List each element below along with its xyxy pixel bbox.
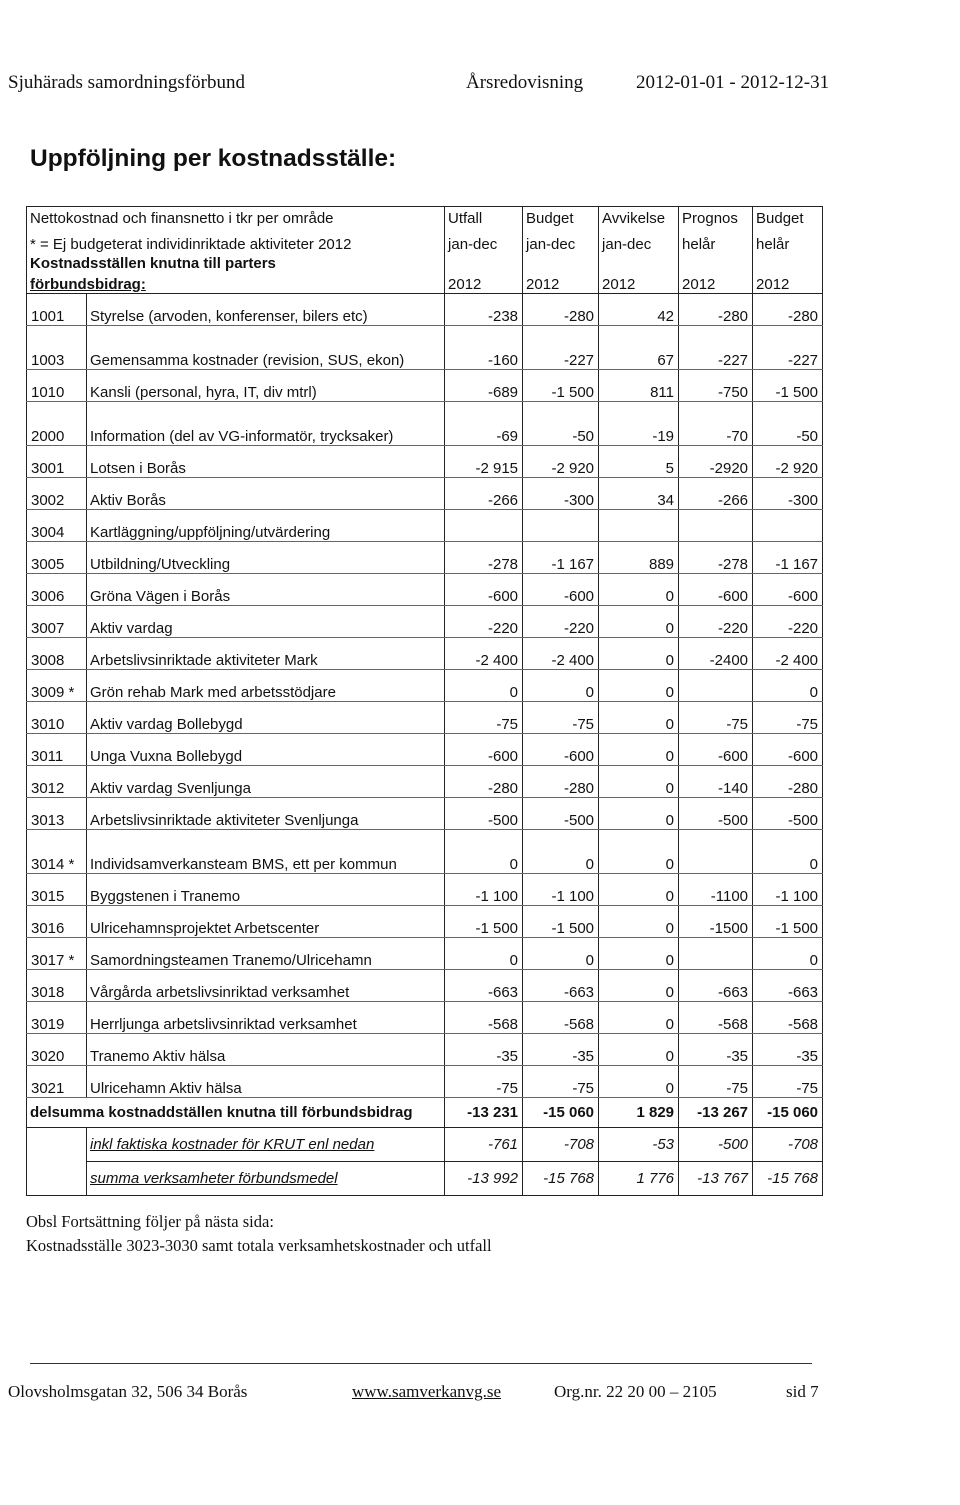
- table-row: [27, 798, 823, 830]
- krut-budget-helar: -708: [753, 1128, 823, 1162]
- subtotal-avvikelse: 1 829: [599, 1098, 679, 1128]
- row-avvikelse: 34: [599, 478, 679, 510]
- row-prognos: -750: [679, 370, 753, 402]
- row-budget-helar: 0: [753, 830, 823, 874]
- row-avvikelse: 0: [599, 638, 679, 670]
- header-desc-line2: * = Ej budgeterat individinriktade aktiviteter 2012: [27, 233, 445, 253]
- row-code: 3019: [27, 1002, 87, 1034]
- row-budget-helar: -1 500: [753, 370, 823, 402]
- row-avvikelse: 5: [599, 446, 679, 478]
- row-code: 3005: [27, 542, 87, 574]
- row-prognos: -500: [679, 798, 753, 830]
- subtotal-budget: -15 060: [523, 1098, 599, 1128]
- row-budget: -1 500: [523, 370, 599, 402]
- krut-label: inkl faktiska kostnader för KRUT enl nedan: [87, 1128, 445, 1162]
- row-budget-helar: -568: [753, 1002, 823, 1034]
- note-line-1: Obsl Fortsättning följer på nästa sida:: [26, 1212, 274, 1231]
- subtotal-budget-helar: -15 060: [753, 1098, 823, 1128]
- row-prognos: -140: [679, 766, 753, 798]
- row-budget: -1 100: [523, 874, 599, 906]
- row-budget-helar: -280: [753, 294, 823, 326]
- row-utfall: -2 915: [445, 446, 523, 478]
- row-utfall: -75: [445, 1066, 523, 1098]
- table-row: [27, 510, 823, 542]
- row-avvikelse: 0: [599, 670, 679, 702]
- col-utfall-label: Utfall: [445, 207, 523, 233]
- row-budget-helar: -1 167: [753, 542, 823, 574]
- row-utfall: 0: [445, 670, 523, 702]
- footer-org-number: Org.nr. 22 20 00 – 2105: [554, 1382, 717, 1401]
- col-prognos-period: helår: [679, 233, 753, 253]
- row-code: 3008: [27, 638, 87, 670]
- table-summary: [27, 1098, 823, 1196]
- row-budget-helar: -300: [753, 478, 823, 510]
- row-budget-helar: -2 920: [753, 446, 823, 478]
- row-budget: -500: [523, 798, 599, 830]
- krut-budget: -708: [523, 1128, 599, 1162]
- row-description: Gemensamma kostnader (revision, SUS, ekon): [87, 326, 445, 370]
- table-row: [27, 874, 823, 906]
- row-budget: 0: [523, 938, 599, 970]
- row-budget-helar: -600: [753, 734, 823, 766]
- row-avvikelse: 889: [599, 542, 679, 574]
- table-row: [27, 970, 823, 1002]
- row-code: 3014 *: [27, 830, 87, 874]
- col-budget-helar-label: Budget: [753, 207, 823, 233]
- row-budget-helar: -1 100: [753, 874, 823, 906]
- row-prognos: -600: [679, 574, 753, 606]
- row-prognos: [679, 510, 753, 542]
- krut-utfall: -761: [445, 1128, 523, 1162]
- row-budget-helar: [753, 510, 823, 542]
- total-utfall: -13 992: [445, 1162, 523, 1196]
- row-avvikelse: 0: [599, 1066, 679, 1098]
- row-code: 3007: [27, 606, 87, 638]
- row-avvikelse: 42: [599, 294, 679, 326]
- row-budget-helar: -227: [753, 326, 823, 370]
- row-avvikelse: 0: [599, 1002, 679, 1034]
- row-description: Utbildning/Utveckling: [87, 542, 445, 574]
- row-description: Ulricehamnsprojektet Arbetscenter: [87, 906, 445, 938]
- row-prognos: -568: [679, 1002, 753, 1034]
- row-utfall: -35: [445, 1034, 523, 1066]
- row-description: Ulricehamn Aktiv hälsa: [87, 1066, 445, 1098]
- table-row: [27, 478, 823, 510]
- row-utfall: [445, 510, 523, 542]
- row-avvikelse: [599, 510, 679, 542]
- table-row: [27, 766, 823, 798]
- header-desc-line1: Nettokostnad och finansnetto i tkr per område: [27, 207, 445, 233]
- row-code: 3012: [27, 766, 87, 798]
- table-row: [27, 906, 823, 938]
- total-budget-helar: -15 768: [753, 1162, 823, 1196]
- total-prognos: -13 767: [679, 1162, 753, 1196]
- table-row: [27, 670, 823, 702]
- row-description: Lotsen i Borås: [87, 446, 445, 478]
- continuation-note: [26, 1210, 492, 1258]
- row-utfall: -69: [445, 402, 523, 446]
- row-code: 3017 *: [27, 938, 87, 970]
- row-description: Unga Vuxna Bollebygd: [87, 734, 445, 766]
- row-budget: [523, 510, 599, 542]
- table-row: [27, 446, 823, 478]
- row-prognos: -1100: [679, 874, 753, 906]
- row-budget-helar: -2 400: [753, 638, 823, 670]
- col-budget-period: jan-dec: [523, 233, 599, 253]
- header-period: 2012-01-01 - 2012-12-31: [636, 72, 830, 93]
- row-utfall: -266: [445, 478, 523, 510]
- row-budget: -35: [523, 1034, 599, 1066]
- row-prognos: [679, 830, 753, 874]
- row-description: Gröna Vägen i Borås: [87, 574, 445, 606]
- row-budget-helar: -75: [753, 702, 823, 734]
- row-code: 3010: [27, 702, 87, 734]
- table-row: [27, 702, 823, 734]
- row-budget: -75: [523, 1066, 599, 1098]
- row-description: Aktiv vardag Bollebygd: [87, 702, 445, 734]
- row-code: 3009 *: [27, 670, 87, 702]
- total-budget: -15 768: [523, 1162, 599, 1196]
- col-avvikelse-period: jan-dec: [599, 233, 679, 253]
- col-budget-helar-year: 2012: [753, 272, 823, 294]
- row-avvikelse: 0: [599, 798, 679, 830]
- row-budget: -2 400: [523, 638, 599, 670]
- row-code: 3018: [27, 970, 87, 1002]
- table-body: [27, 294, 823, 1098]
- row-code: 3004: [27, 510, 87, 542]
- table-row: [27, 1002, 823, 1034]
- row-code: 3002: [27, 478, 87, 510]
- row-code: 3015: [27, 874, 87, 906]
- row-description: Information (del av VG-informatör, trycksaker): [87, 402, 445, 446]
- col-prognos-year: 2012: [679, 272, 753, 294]
- row-avvikelse: 0: [599, 970, 679, 1002]
- row-description: Herrljunga arbetslivsinriktad verksamhet: [87, 1002, 445, 1034]
- row-budget-helar: -35: [753, 1034, 823, 1066]
- col-utfall-period: jan-dec: [445, 233, 523, 253]
- krut-prognos: -500: [679, 1128, 753, 1162]
- col-budget-year: 2012: [523, 272, 599, 294]
- row-prognos: [679, 670, 753, 702]
- table-row: [27, 326, 823, 370]
- table-row: [27, 402, 823, 446]
- row-description: Aktiv Borås: [87, 478, 445, 510]
- row-utfall: -663: [445, 970, 523, 1002]
- subtotal-label: delsumma kostnaddställen knutna till förbundsbidrag: [27, 1098, 445, 1128]
- table-row: [27, 294, 823, 326]
- row-code: 3001: [27, 446, 87, 478]
- row-prognos: -600: [679, 734, 753, 766]
- row-prognos: -2400: [679, 638, 753, 670]
- row-code: 3006: [27, 574, 87, 606]
- row-avvikelse: 0: [599, 874, 679, 906]
- row-description: Byggstenen i Tranemo: [87, 874, 445, 906]
- row-avvikelse: 0: [599, 734, 679, 766]
- row-prognos: -278: [679, 542, 753, 574]
- row-prognos: -75: [679, 702, 753, 734]
- row-budget: -50: [523, 402, 599, 446]
- row-budget-helar: -1 500: [753, 906, 823, 938]
- table-row: [27, 1066, 823, 1098]
- row-prognos: -35: [679, 1034, 753, 1066]
- subtotal-utfall: -13 231: [445, 1098, 523, 1128]
- page-title: Uppföljning per kostnadsställe:: [30, 145, 397, 172]
- row-description: Individsamverkansteam BMS, ett per kommun: [87, 830, 445, 874]
- row-description: Kansli (personal, hyra, IT, div mtrl): [87, 370, 445, 402]
- row-budget-helar: -663: [753, 970, 823, 1002]
- row-budget: -1 500: [523, 906, 599, 938]
- row-avvikelse: 0: [599, 766, 679, 798]
- row-budget-helar: -280: [753, 766, 823, 798]
- row-utfall: -600: [445, 734, 523, 766]
- cost-center-table: [26, 206, 823, 1196]
- row-utfall: -75: [445, 702, 523, 734]
- row-budget-helar: 0: [753, 938, 823, 970]
- row-budget: -600: [523, 734, 599, 766]
- row-avvikelse: 0: [599, 938, 679, 970]
- row-utfall: -1 100: [445, 874, 523, 906]
- row-budget: -220: [523, 606, 599, 638]
- total-avvikelse: 1 776: [599, 1162, 679, 1196]
- row-budget-helar: -500: [753, 798, 823, 830]
- row-utfall: -500: [445, 798, 523, 830]
- row-avvikelse: 0: [599, 606, 679, 638]
- table-row: [27, 734, 823, 766]
- row-avvikelse: -19: [599, 402, 679, 446]
- row-utfall: -280: [445, 766, 523, 798]
- row-avvikelse: 811: [599, 370, 679, 402]
- col-avvikelse-year: 2012: [599, 272, 679, 294]
- note-line-2: Kostnadsställe 3023-3030 samt totala verksamhetskostnader och utfall: [26, 1236, 492, 1255]
- total-label: summa verksamheter förbundsmedel: [87, 1162, 445, 1196]
- row-code: 1001: [27, 294, 87, 326]
- row-utfall: -278: [445, 542, 523, 574]
- row-budget: -300: [523, 478, 599, 510]
- row-avvikelse: 0: [599, 830, 679, 874]
- footer-address: Olovsholmsgatan 32, 506 34 Borås: [8, 1382, 248, 1401]
- row-avvikelse: 0: [599, 906, 679, 938]
- row-utfall: 0: [445, 938, 523, 970]
- row-prognos: -70: [679, 402, 753, 446]
- row-budget: -568: [523, 1002, 599, 1034]
- row-utfall: -600: [445, 574, 523, 606]
- row-description: Arbetslivsinriktade aktiviteter Mark: [87, 638, 445, 670]
- row-description: Aktiv vardag Svenljunga: [87, 766, 445, 798]
- row-budget-helar: 0: [753, 670, 823, 702]
- row-prognos: -280: [679, 294, 753, 326]
- header-organization: Sjuhärads samordningsförbund: [8, 72, 245, 93]
- table-row: [27, 574, 823, 606]
- row-avvikelse: 0: [599, 574, 679, 606]
- table-row: [27, 938, 823, 970]
- subtotal-prognos: -13 267: [679, 1098, 753, 1128]
- row-utfall: -220: [445, 606, 523, 638]
- row-budget: -280: [523, 294, 599, 326]
- footer-page-number: sid 7: [786, 1382, 819, 1401]
- row-budget: -75: [523, 702, 599, 734]
- row-code: 2000: [27, 402, 87, 446]
- row-description: Kartläggning/uppföljning/utvärdering: [87, 510, 445, 542]
- row-utfall: -160: [445, 326, 523, 370]
- row-budget: -600: [523, 574, 599, 606]
- row-code: 3011: [27, 734, 87, 766]
- row-code: 1003: [27, 326, 87, 370]
- row-avvikelse: 0: [599, 1034, 679, 1066]
- row-budget: -663: [523, 970, 599, 1002]
- row-utfall: -238: [445, 294, 523, 326]
- row-prognos: -75: [679, 1066, 753, 1098]
- krut-avvikelse: -53: [599, 1128, 679, 1162]
- table-header: [27, 207, 823, 294]
- row-code: 3013: [27, 798, 87, 830]
- row-code: 3021: [27, 1066, 87, 1098]
- row-description: Samordningsteamen Tranemo/Ulricehamn: [87, 938, 445, 970]
- row-avvikelse: 67: [599, 326, 679, 370]
- row-utfall: 0: [445, 830, 523, 874]
- table-row: [27, 1034, 823, 1066]
- row-description: Arbetslivsinriktade aktiviteter Svenljunga: [87, 798, 445, 830]
- row-code: 3020: [27, 1034, 87, 1066]
- row-prognos: -663: [679, 970, 753, 1002]
- row-budget: -280: [523, 766, 599, 798]
- row-description: Grön rehab Mark med arbetsstödjare: [87, 670, 445, 702]
- row-utfall: -689: [445, 370, 523, 402]
- row-prognos: -220: [679, 606, 753, 638]
- row-avvikelse: 0: [599, 702, 679, 734]
- row-budget: -1 167: [523, 542, 599, 574]
- row-prognos: [679, 938, 753, 970]
- row-description: Aktiv vardag: [87, 606, 445, 638]
- col-budget-helar-period: helår: [753, 233, 823, 253]
- row-budget: 0: [523, 670, 599, 702]
- table-row: [27, 638, 823, 670]
- row-budget-helar: -220: [753, 606, 823, 638]
- table-row: [27, 606, 823, 638]
- col-budget-label: Budget: [523, 207, 599, 233]
- row-description: Vårgårda arbetslivsinriktad verksamhet: [87, 970, 445, 1002]
- table-row: [27, 830, 823, 874]
- row-utfall: -1 500: [445, 906, 523, 938]
- table-row: [27, 370, 823, 402]
- row-code: 3016: [27, 906, 87, 938]
- row-utfall: -2 400: [445, 638, 523, 670]
- row-prognos: -1500: [679, 906, 753, 938]
- table-row: [27, 542, 823, 574]
- row-prognos: -266: [679, 478, 753, 510]
- footer-divider: [30, 1363, 812, 1364]
- row-description: Tranemo Aktiv hälsa: [87, 1034, 445, 1066]
- row-budget: -2 920: [523, 446, 599, 478]
- row-budget-helar: -50: [753, 402, 823, 446]
- row-utfall: -568: [445, 1002, 523, 1034]
- row-code: 1010: [27, 370, 87, 402]
- col-utfall-year: 2012: [445, 272, 523, 294]
- row-description: Styrelse (arvoden, konferenser, bilers etc): [87, 294, 445, 326]
- col-prognos-label: Prognos: [679, 207, 753, 233]
- row-budget: 0: [523, 830, 599, 874]
- row-budget-helar: -600: [753, 574, 823, 606]
- row-prognos: -2920: [679, 446, 753, 478]
- row-prognos: -227: [679, 326, 753, 370]
- col-avvikelse-label: Avvikelse: [599, 207, 679, 233]
- header-desc-line3: Kostnadsställen knutna till parters: [27, 253, 445, 272]
- header-desc-line4: förbundsbidrag:: [27, 272, 445, 294]
- row-budget-helar: -75: [753, 1066, 823, 1098]
- row-budget: -227: [523, 326, 599, 370]
- footer-website-link[interactable]: www.samverkanvg.se: [352, 1382, 502, 1401]
- header-document-type: Årsredovisning: [466, 72, 584, 93]
